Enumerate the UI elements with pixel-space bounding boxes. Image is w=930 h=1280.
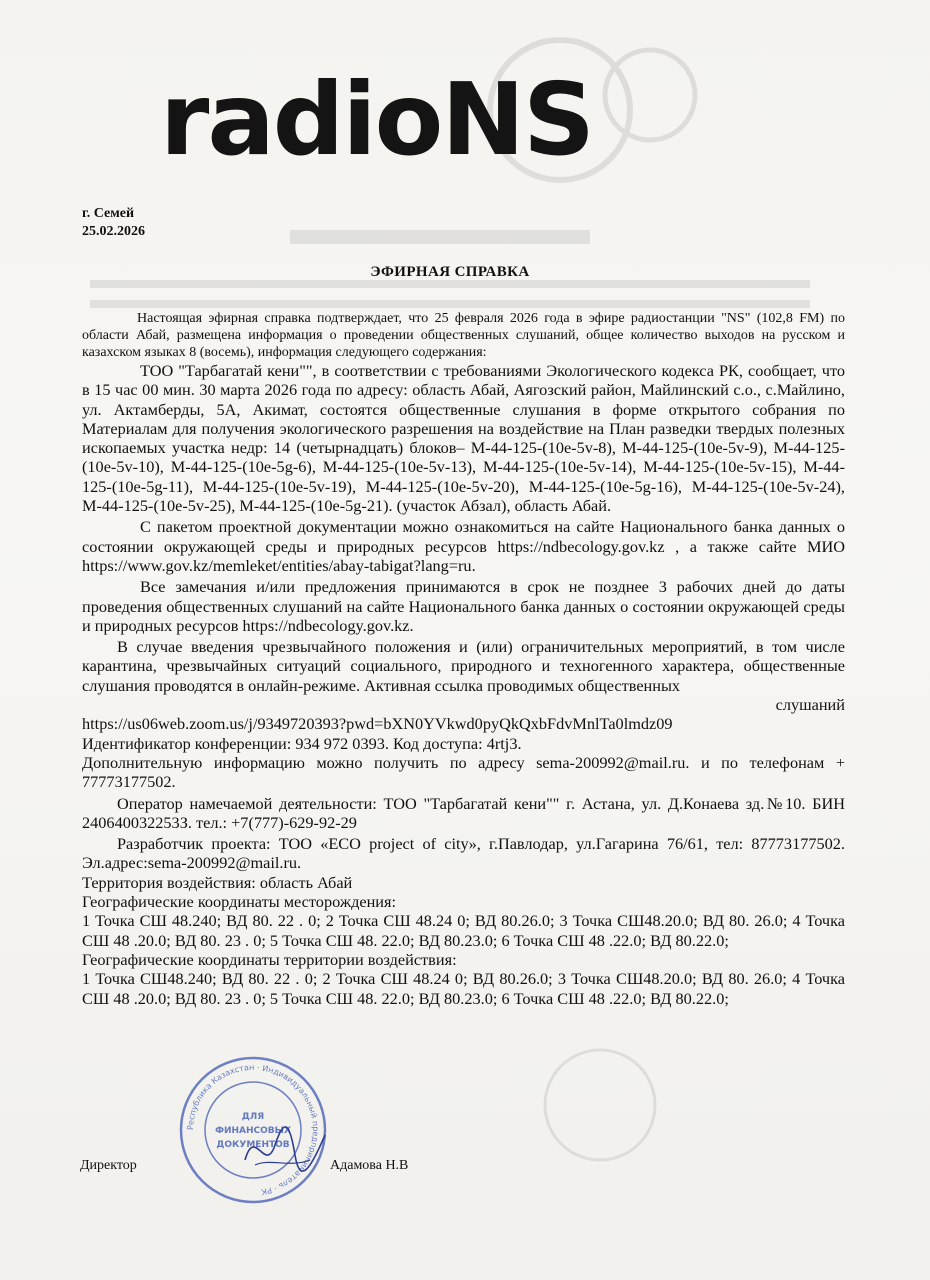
zoom-link: https://us06web.zoom.us/j/9349720393?pwd=bXN0YVkwd0pyQkQxbFdvMnlTa0lmdz09 (82, 714, 673, 734)
comments-paragraph: Все замечания и/или предложения принимаются в срок не позднее 3 рабочих дней до даты проведения общественных слушаний на сайте Национального банка данных о состоянии окружающей среды и природных ресурсов https://ndbecology.gov.kz. (82, 577, 845, 635)
developer-info: Разработчик проекта: ТОО «ЕСО project of city», г.Павлодар, ул.Гагарина 76/61, тел: 87773177502. Эл.адрес:sema-200992@mail.ru. (82, 834, 845, 873)
signature-name: Адамова Н.В (330, 1158, 409, 1173)
online-mode-paragraph-end (82, 695, 845, 714)
stamp-line-3: ДОКУМЕНТОВ (216, 1140, 290, 1150)
geo-territory-coordinates: 1 Точка СШ48.240; ВД 80. 22 . 0; 2 Точка СШ 48.24 0; ВД 80.26.0; 3 Точка СШ48.20.0; ВД 80. 26.0; 4 Точка СШ 48 .20.0; ВД 80. 23 . 0; 5 Точка СШ 48. 22.0; ВД 80.23.0; 6 Точка СШ 48 .22.0; ВД 80.22.0; (82, 969, 845, 1008)
intro-paragraph: Настоящая эфирная справка подтверждает, что 25 февраля 2026 года в эфире радиостанции "NS" (102,8 FM) по области Абай, размещена информация о проведении общественных слушаний, общее количество выходов на русском и казахском языках 8 (восемь), информация следующего содержания: (82, 311, 845, 360)
stamp-line-1: ДЛЯ (241, 1112, 265, 1122)
stamp-line-2: ФИНАНСОВЫХ (215, 1126, 291, 1136)
territory-info: Территория воздействия: область Абай (82, 872, 353, 892)
handwritten-signature (240, 1120, 330, 1180)
geo-deposit-coordinates: 1 Точка СШ 48.240; ВД 80. 22 . 0; 2 Точка СШ 48.24 0; ВД 80.26.0; 3 Точка СШ48.20.0; ВД 80. 26.0; 4 Точка СШ 48 .20.0; ВД 80. 23 . 0; 5 Точка СШ 48. 22.0; ВД 80.23.0; 6 Точка СШ 48 .22.0; ВД 80.22.0; (82, 911, 845, 950)
document-title: ЭФИРНАЯ СПРАВКА (370, 264, 530, 280)
logo-wordmark: radioNS (160, 72, 594, 172)
documentation-paragraph: С пакетом проектной документации можно ознакомиться на сайте Национального банка данных о состоянии окружающей среды и природных ресурсов https://ndbecology.gov.kz , а также сайте МИО https://www.gov.kz/memleket/entities/abay-tabigat?lang=ru. (82, 517, 845, 575)
contact-info: Дополнительную информацию можно получить по адресу sema-200992@mail.ru. и по телефонам + 77773177502. (82, 752, 845, 792)
announcement-paragraph: ТОО "Тарбагатай кени"", в соответствии с требованиями Экологического кодекса РК, сообщает, что в 15 час 00 мин. 30 марта 2026 года по адресу: область Абай, Аягозский район, Майлинский с.о., с.Майлино, ул. Актамберды, 5А, Акимат, состоятся общественные слушания в форме открытого собрания по Материалам для получения экологического разрешения на воздействие на План разведки твердых полезных ископаемых участка недр: 14 (четырнадцать) блоков– М-44-125-(10е-5v-8), М-44-125-(10е-5v-9), М-44-125-(10е-5v-10), М-44-125-(10е-5g-6), М-44-125-(10е-5v-13), М-44-125-(10е-5v-14), М-44-125-(10е-5v-15), М-44-125-(10е-5g-11), М-44-125-(10е-5v-19), М-44-125-(10е-5v-20), М-44-125-(10е-5g-16), М-44-125-(10е-5v-24), М-44-125-(10е-5v-25), М-44-125-(10е-5g-21). (участок Абзал), область Абай. (82, 361, 845, 516)
stamp-ring-textpath: Республика Казахстан · Индивидуальный предприниматель · РК (185, 1062, 321, 1197)
document-body (82, 310, 845, 1008)
conference-id: Идентификатор конференции: 934 972 0393. Код доступа: 4rtj3. (82, 733, 522, 753)
online-mode-word: слушаний (775, 695, 845, 715)
signature-role: Директор (80, 1158, 137, 1173)
city: г. Семей (82, 206, 135, 221)
radio-ns-logo (160, 72, 660, 172)
operator-info: Оператор намечаемой деятельности: ТОО "Тарбагатай кени"" г. Астана, ул. Д.Конаева зд.№10. БИН 240640032253З. тел.: +7(777)-629-92-29 (82, 793, 845, 832)
geo-deposit-title: Географические координаты месторождения: (82, 892, 397, 912)
geo-territory-title: Географические координаты территории воздействия: (82, 949, 457, 969)
online-mode-paragraph: В случае введения чрезвычайного положения и (или) ограничительных мероприятий, в том числе карантина, чрезвычайных ситуаций социального, природного и техногенного характера, общественные слушания проводятся в онлайн-режиме. Активная ссылка проводимых общественных (82, 637, 845, 695)
date: 25.02.2026 (82, 224, 145, 239)
header-place-date (82, 205, 145, 241)
